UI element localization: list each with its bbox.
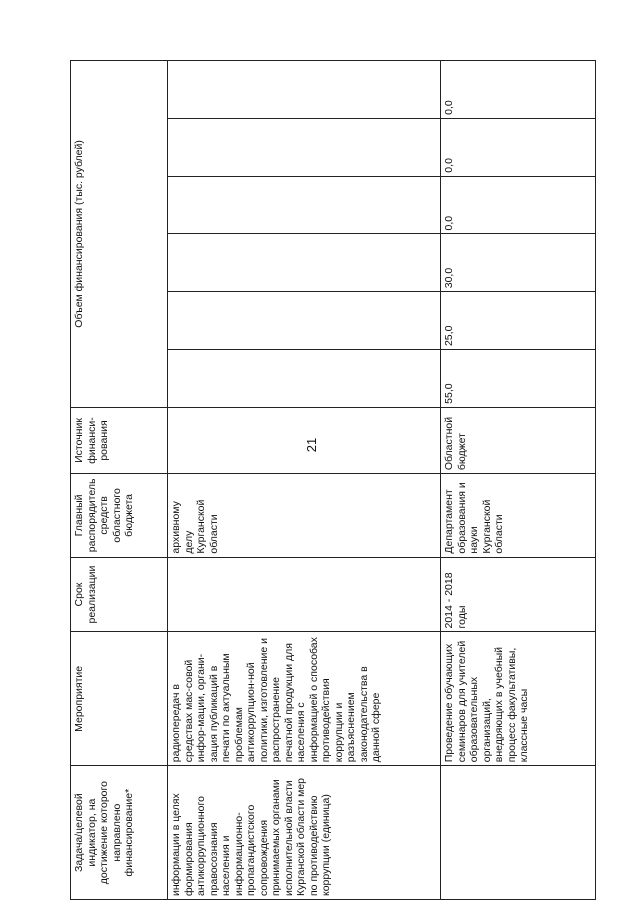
- table-wrapper: [70, 60, 615, 900]
- cell-value-2015: 30,0: [441, 234, 596, 292]
- cell-value-2016: 0,0: [441, 176, 596, 234]
- cell-value-2016: [168, 176, 441, 234]
- header-manager: Главный распорядитель средств областного бюджета: [71, 474, 168, 557]
- cell-value-2014: [168, 292, 441, 350]
- cell-term: [168, 557, 441, 632]
- header-term: Срок реализации: [71, 557, 168, 632]
- table-row: [441, 61, 596, 900]
- rotated-page-area: [70, 60, 615, 900]
- header-volume: Объем финансирования (тыс. рублей): [71, 61, 168, 408]
- table-row: [168, 61, 441, 900]
- cell-source: [168, 407, 441, 473]
- cell-source: Областной бюджет: [441, 407, 596, 473]
- header-task: Задача/целевой индикатор, на достижение которого направлено финансирование*: [71, 766, 168, 900]
- cell-term: 2014 - 2018 годы: [441, 557, 596, 632]
- cell-activity: Проведение обучающих семинаров для учителей образовательных организаций, внедряющих в учебный процесс факультативы, классные часы: [441, 632, 596, 766]
- cell-value-total: 55,0: [441, 350, 596, 408]
- page-number: 21: [304, 437, 319, 453]
- financing-table: [70, 60, 596, 900]
- cell-task: [441, 766, 596, 900]
- table-header-row: [71, 61, 168, 900]
- cell-value-total: [168, 350, 441, 408]
- cell-activity: радиопередач в средствах мас-совой инфор-мации, органи-зация публикаций в печати по актуальным проблемам антикоррупцион-ной политики, изготовление и распространение печатной продукции для населения с информацией о способах противодействия коррупции и разъяснением законодательства в данной сфере: [168, 632, 441, 766]
- header-activity: Мероприятие: [71, 632, 168, 766]
- cell-value-2017: [168, 118, 441, 176]
- cell-value-2014: 25,0: [441, 292, 596, 350]
- cell-task: информации в целях формирования антикоррупционного правосознания населения и информационно-пропагандистского сопровождения принимаемых органами исполнительной власти Курганской области мер по противодействию коррупции (единица): [168, 766, 441, 900]
- cell-manager: Департамент образования и науки Курганской области: [441, 474, 596, 557]
- cell-manager: архивному делу Курганской области: [168, 474, 441, 557]
- cell-value-2017: 0,0: [441, 118, 596, 176]
- cell-value-2015: [168, 234, 441, 292]
- cell-value-2018: 0,0: [441, 61, 596, 119]
- cell-value-2018: [168, 61, 441, 119]
- header-source: Источник финанси-рования: [71, 407, 168, 473]
